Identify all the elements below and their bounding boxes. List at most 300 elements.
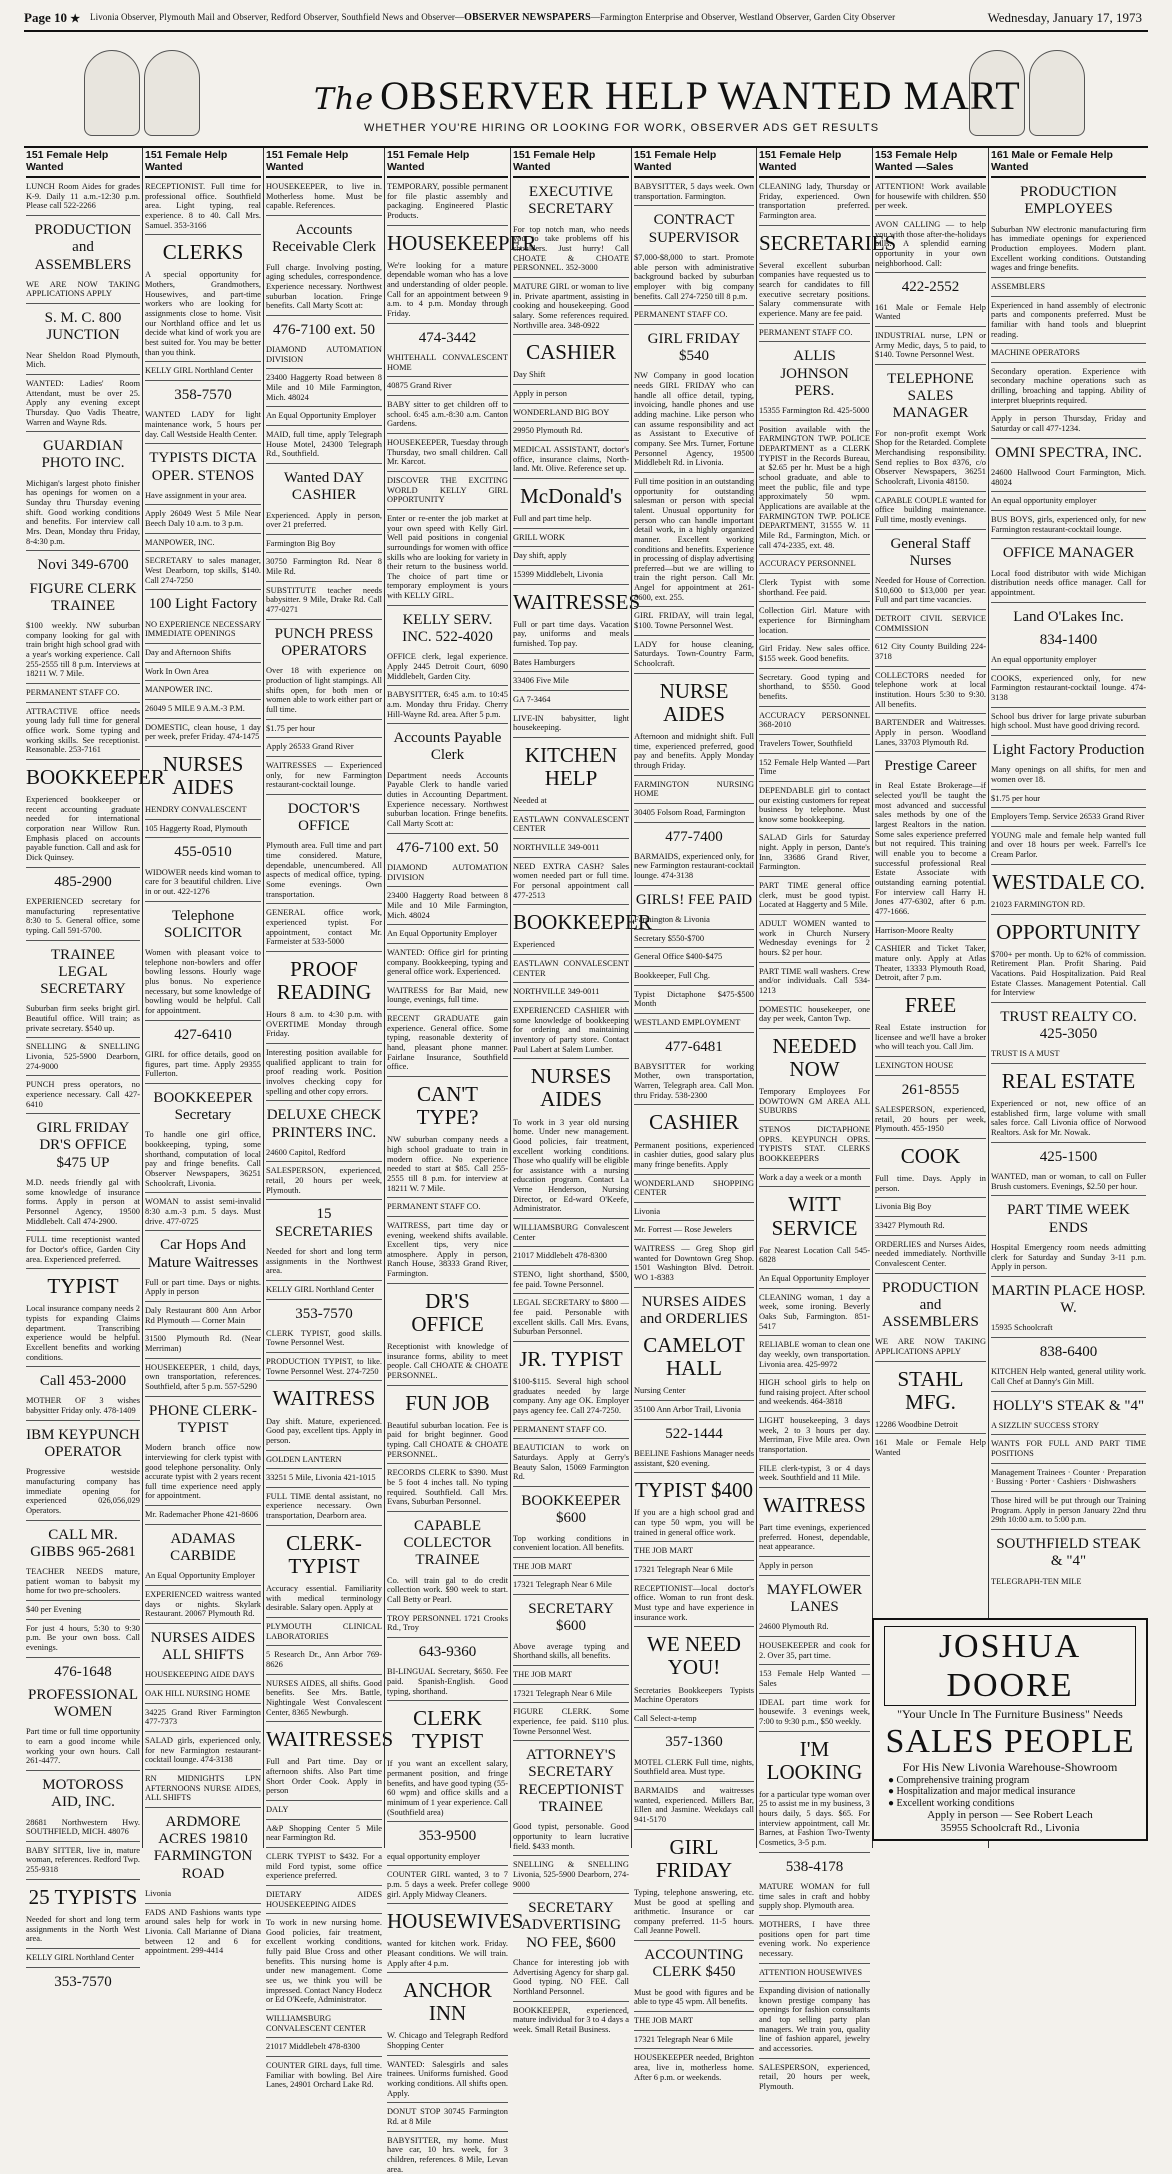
- ad-text: 427-6410: [174, 1026, 232, 1043]
- ad-divider: [387, 433, 508, 434]
- ad-divider: [634, 1220, 754, 1221]
- ad-text: BABYSITTER for working Mother, own transportation, Warren, Telegraph area. Call Mon. thru Friday. 538-2300: [634, 1061, 754, 1100]
- ad-divider: [266, 1450, 382, 1451]
- ad-text: 15355 Farmington Rd. 425-5000: [759, 406, 870, 416]
- ad-divider: [759, 876, 870, 877]
- joshua-doore-display-ad: [872, 1618, 1148, 1841]
- ad-text: A special opportunity for Mothers, Grandmothers, Housewives, and part-time workers who are looking for assignments close to home. Visit our Northland office and let us decide what kind of work you are best suited for. You may be better than you think.: [145, 270, 261, 357]
- ad-divider: [266, 1468, 382, 1469]
- ad-text: Over 18 with experience on production of light stampings. All shifts open, for both men or women able to work either part or full time.: [266, 666, 382, 714]
- ad-divider: [26, 759, 140, 760]
- ad-divider: [145, 1807, 261, 1808]
- ad-text: DIETARY AIDES HOUSEKEEPING AIDES: [266, 1889, 382, 1909]
- ad-divider: [266, 1885, 382, 1886]
- ad-divider: [513, 1293, 629, 1294]
- ad-headline: ALLIS JOHNSON PERS.: [780, 348, 849, 399]
- ad-text: Receptionist with knowledge of insurance forms, ability to meet people. Call CHOATE & CHOATE PERSONNEL.: [387, 1341, 508, 1380]
- ad-headline: Wanted DAY CASHIER: [283, 470, 365, 504]
- ad-text: SUBSTITUTE teacher needs babysitter. 9 Mile, Drake Rd. Call 477-0271: [266, 585, 382, 615]
- ad-text: Novi 349-6700: [37, 557, 129, 574]
- ad-text: 33406 Five Mile: [513, 676, 569, 686]
- ad-text: SALAD girls, experienced only, for new Farmington restaurant-cocktail lounge. 474-3138: [145, 1736, 261, 1765]
- ad-divider: [266, 1525, 382, 1526]
- ad-divider: [145, 1731, 261, 1732]
- ad-divider: [513, 1893, 629, 1894]
- ad-headline: SECRETARY $600: [528, 1601, 614, 1635]
- ad-headline: I'M LOOKING: [766, 1736, 863, 1784]
- ad-divider: [266, 1299, 382, 1300]
- ad-text: HOUSEKEEPER needed, Brighton area, live in, motherless home. After 6 p.m. or weekends.: [634, 2053, 754, 2082]
- ad-text: Bates Hamburgers: [513, 657, 575, 667]
- ad-text: Nursing Center: [634, 1386, 686, 1396]
- classified-columns: [24, 148, 1148, 2174]
- ad-divider: [387, 2102, 508, 2103]
- ad-text: Secondary operation. Experience with secondary machine operations such as drilling, broaching and tapping. Ability of interpret blueprints required.: [991, 366, 1146, 405]
- ad-divider: [387, 509, 508, 510]
- ad-divider: [387, 981, 508, 982]
- ad-divider: [875, 713, 986, 714]
- ad-text: Co. will train gal to do credit collection work. $90 week to start. Call Betty or Pearl.: [387, 1575, 508, 1604]
- ad-divider: [759, 1487, 870, 1488]
- ad-text: KELLY GIRL Northland Center: [26, 1952, 135, 1962]
- ad-text: Secretaries Bookkeepers Typists Machine Operators: [634, 1685, 754, 1705]
- ad-text: Clerk Typist with some shorthand. Fee paid.: [759, 578, 870, 597]
- ad-text: LEGAL SECRETARY to $800 — fee paid. Personable with excellent skills. Call Mrs. Evans, Suburban Personnel.: [513, 1298, 629, 1337]
- ad-text: WANTED: Salesgirls and sales trainees. Uniforms furnished. Good working conditions. All shifts open. Apply.: [387, 2059, 508, 2098]
- ad-text: 643-9360: [418, 1643, 477, 1660]
- ad-divider: [759, 1693, 870, 1694]
- ad-text: 353-7570: [295, 1305, 353, 1322]
- ad-divider: [991, 538, 1146, 539]
- ad-text: DIAMOND AUTOMATION DIVISION: [387, 862, 508, 882]
- ad-text: SALESPERSON, experienced, retail, 20 hours per week, Plymouth.: [759, 2062, 870, 2092]
- ad-divider: [634, 1104, 754, 1105]
- ad-divider: [266, 1617, 382, 1618]
- ad-text: $1.75 per hour: [266, 723, 316, 733]
- ad-divider: [145, 361, 261, 362]
- ad-divider: [145, 551, 261, 552]
- ad-headline: PHONE CLERK-TYPIST: [149, 1402, 257, 1436]
- ad-text: To work in new nursing home. Good policies, fair treatment, excellent working conditions, fully paid Blue Cross and other benefits. This nursing home is under new management. Come see us, we think you will be impressed. Contact Nancy Hodecz or Ed O'Keefe, Administrator.: [266, 1918, 382, 2005]
- ad-text: 834-1400: [1039, 631, 1098, 648]
- ad-divider: [26, 1075, 140, 1076]
- ad-divider: [26, 702, 140, 703]
- ad-divider: [634, 1239, 754, 1240]
- ad-text: If you want an excellent salary, permanent position, and fringe benefits, and have good typing (55-60 wpm) and office skills and a minimum of 1 year experience. Call (Southfield area): [387, 1759, 508, 1817]
- ad-divider: [991, 1391, 1146, 1392]
- ad-text: DEPENDABLE girl to contact our existing customers for repeat business by telephone. Must know some bookkeeping.: [759, 785, 870, 824]
- ad-text: Apply in person: [513, 388, 567, 398]
- ad-headline: FUN JOB: [405, 1390, 490, 1415]
- ad-divider: [759, 1963, 870, 1964]
- ad-text: Call 453-2000: [39, 1373, 127, 1390]
- ad-text: CASHIER and Ticket Taker, mature only. Apply at Atlas Theater, 13333 Plymouth Road, Detroit, after 7 p.m.: [875, 944, 986, 983]
- ad-divider: [875, 529, 986, 530]
- ad-text: BABY sitter to get children off to school. 6:45 a.m.-8:30 a.m. Canton Gardens.: [387, 399, 508, 429]
- ad-text: Full and Part time. Day or afternoon shifts. Also Part time Short Order Cook. Apply in person: [266, 1757, 382, 1796]
- ad-headline: MOTOROSS AID, INC.: [42, 1777, 124, 1811]
- ad-divider: [513, 1702, 629, 1703]
- ad-text: WONDERLAND BIG BOY: [513, 407, 610, 417]
- ad-text: For Nearest Location Call 545-6828: [759, 1245, 870, 1265]
- ad-divider: [145, 1329, 261, 1330]
- ad-divider: [266, 737, 382, 738]
- ad-headline: TYPIST $400: [634, 1478, 754, 1503]
- ad-headline: CONTRACT SUPERVISOR: [648, 212, 740, 246]
- ad-text: MOTEL CLERK Full time, nights, Southfield area. Must type.: [634, 1757, 754, 1777]
- classified-column: [263, 148, 394, 2090]
- ad-divider: [145, 1020, 261, 1021]
- ad-divider: [634, 803, 754, 804]
- ad-divider: [387, 1009, 508, 1010]
- ad-text: Permanent positions, experienced in cashier duties, good salary plus many fringe benefits. Apply: [634, 1140, 754, 1169]
- ad-divider: [875, 666, 986, 667]
- ad-headline: FIGURE CLERK TRAINEE: [29, 580, 137, 614]
- ad-text: RECEPTIONIST—local doctor's office. Woman to run front desk. Must type and have experience in insurance work.: [634, 1583, 754, 1622]
- ad-headline: DR'S OFFICE: [411, 1288, 484, 1336]
- ad-divider: [634, 947, 754, 948]
- ad-text: Full time position in an outstanding opportunity for outstanding salesman or person with special talent. Unusual opportunity for person who can handle important detail work, in a highly organized manner. Excellent working conditions and benefits. Experience in processing of display advertising preferred—but we are willing to train the right person. Call Mr. Angel for appointment at 261-8600, ext. 255.: [634, 476, 754, 602]
- ad-text: Chance for interesting job with Advertising Agency for sharp gal. Good typing. NO FEE. Call Northland Personnel.: [513, 1957, 629, 1996]
- ad-text: FULL time receptionist wanted for Doctor's office, Garden City area. Experienced preferred.: [26, 1235, 140, 1264]
- ad-divider: [991, 1063, 1146, 1064]
- ad-divider: [266, 406, 382, 407]
- ad-text: ACCURACY PERSONNEL: [759, 559, 856, 569]
- ad-text: General Office $400-$475: [634, 952, 723, 962]
- ad-divider: [513, 1246, 629, 1247]
- ad-text: 105 Haggerty Road, Plymouth: [145, 823, 248, 833]
- ad-divider: [991, 1002, 1146, 1003]
- ad-divider: [759, 914, 870, 915]
- ad-divider: [266, 1352, 382, 1353]
- ad-text: EXPERIENCED secretary for manufacturing representative 8:30 to 5. General office, some typing. Call 591-5700.: [26, 896, 140, 935]
- ad-divider: [145, 234, 261, 235]
- ad-text: Those hired will be put through our Training Program. Apply in person January 22nd thru 29th 10:00 a.m. to 5:00 p.m.: [991, 1496, 1146, 1525]
- ad-text: For non-profit exempt Work Shop for the Retarded. Complete Merchandising responsibility. Send replies to Box #376, c/o Observer Newspapers, 36251 Schoolcraft, Livonia 48150.: [875, 428, 986, 486]
- ad-text: Employers Temp. Service 26533 Grand River: [991, 812, 1145, 822]
- ad-headline: CLERK-TYPIST: [286, 1530, 362, 1578]
- secretary-figure-illustration: [1029, 50, 1085, 136]
- ad-text: Needed for House of Correction. $10,600 to $13,000 per year. Full and part time vacancies.: [875, 576, 986, 605]
- ad-text: An Equal Opportunity Employer: [145, 1571, 256, 1581]
- ad-divider: [634, 673, 754, 674]
- ad-text: 40875 Grand River: [387, 381, 452, 391]
- ad-divider: [759, 554, 870, 555]
- ad-address: 35955 Schoolcraft Rd., Livonia: [940, 1822, 1080, 1835]
- ad-text: BARMAIDS, experienced only, for new Farmington restaurant-cocktail lounge. 474-3138: [634, 851, 754, 881]
- ad-text: GIRL FRIDAY, will train legal, $100. Towne Personnel West.: [634, 611, 754, 631]
- ad-text: GENERAL office work, experienced typist. For appointment, contact Mr. Farmeister at 533-5000: [266, 908, 382, 947]
- ad-divider: [875, 1235, 986, 1236]
- ad-headline: PROOF READING: [276, 956, 372, 1004]
- ad-text: COOKS, experienced only, for new Farmington restaurant-cocktail lounge. 474-3138: [991, 673, 1146, 702]
- ad-divider: [513, 1740, 629, 1741]
- vendor-figure-illustration: [84, 50, 140, 136]
- ad-divider: [513, 1855, 629, 1856]
- ad-headline: NURSE AIDES: [659, 678, 729, 726]
- ad-divider: [991, 277, 1146, 278]
- ad-text: LUNCH Room Aides for grades K-9. Daily 11 a.m.-12:30 p.m. Please call 522-2266: [26, 182, 140, 211]
- ad-divider: [634, 1940, 754, 1941]
- ad-headline: SECRETARY ADVERTISING NO FEE, $600: [521, 1900, 621, 1951]
- ad-divider: [634, 966, 754, 967]
- ad-divider: [266, 534, 382, 535]
- ad-text: Near Sheldon Road Plymouth, Mich.: [26, 350, 140, 370]
- ad-divider: [26, 303, 140, 304]
- issue-date: Wednesday, January 17, 1973: [987, 10, 1142, 25]
- ad-text: SECRETARY to sales manager, West Dearborn, top skills, $140. Call 274-7250: [145, 556, 261, 585]
- ad-text: 21017 Middlebelt 478-8300: [513, 1251, 607, 1261]
- ad-text: Needed for short and long term assignments in the North West area.: [26, 1914, 140, 1944]
- ad-text: YOUNG male and female help wanted full and over 18 hours per week. Farrell's Ice Cream Parlor.: [991, 830, 1146, 860]
- ad-text: NORTHVILLE 349-0011: [513, 987, 600, 997]
- ad-divider: [634, 929, 754, 930]
- ad-divider: [759, 1373, 870, 1374]
- ad-text: 353-9500: [418, 1828, 477, 1845]
- ad-divider: [759, 706, 870, 707]
- ad-divider: [991, 864, 1146, 865]
- ad-text: PRODUCTION TYPIST, to like. Towne Personnel West. 274-7250: [266, 1357, 382, 1376]
- ad-divider: [513, 1218, 629, 1219]
- ad-text: Secretary. Good typing and shorthand, to $550. Good benefits.: [759, 672, 870, 701]
- ad-text: 358-7570: [174, 387, 232, 404]
- ad-divider: [513, 440, 629, 441]
- ad-divider: [145, 1524, 261, 1525]
- ad-text: LEXINGTON HOUSE: [875, 1061, 954, 1070]
- ad-text: COUNTER GIRL days, full time. Familiar with bowling. Bel Aire Lanes, 24901 Orchard Lake Rd.: [266, 2061, 382, 2090]
- ad-text: Collection Girl. Mature with experience for Birmingham location.: [759, 606, 870, 635]
- ad-headline: TRAINEE LEGAL SECRETARY: [40, 946, 126, 997]
- ad-text: 35100 Ann Arbor Trail, Livonia: [634, 1405, 741, 1415]
- ad-headline: STAHL MFG.: [897, 1366, 964, 1414]
- ad-headline: MARTIN PLACE HOSP. W.: [991, 1282, 1146, 1317]
- ad-divider: [759, 1028, 870, 1029]
- ad-divider: [513, 334, 629, 335]
- ad-divider: [991, 602, 1146, 603]
- ad-divider: [634, 1541, 754, 1542]
- ad-text: 30405 Folsom Road, Farmington: [634, 807, 746, 817]
- ad-text: 24600 Capitol, Redford: [266, 1147, 346, 1157]
- ad-text: School bus driver for large private suburban high school. Must have good driving record.: [991, 711, 1146, 731]
- ad-headline: HOLLY'S STEAK & "4": [992, 1397, 1145, 1414]
- ad-text: 17321 Telegraph Near 6 Mile: [513, 1580, 612, 1590]
- ad-text: Harrison-Moore Realty: [875, 925, 954, 935]
- ad-divider: [145, 1192, 261, 1193]
- ad-divider: [513, 421, 629, 422]
- ad-divider: [875, 1056, 986, 1057]
- ad-headline: PUNCH PRESS OPERATORS: [274, 625, 374, 659]
- ad-headline: GIRL FRIDAY DR'S OFFICE $475 UP: [36, 1120, 130, 1171]
- ad-text: WANTED: Office girl for printing company. Bookkeeping, typing and general office work. Experienced.: [387, 947, 508, 977]
- ad-divider: [26, 1366, 140, 1367]
- ad-text: Modern branch office now interviewing for clerk typist with good telephone personality. Only accurate typist with 2 years recent full time experience need apply for appointment.: [145, 1443, 261, 1501]
- ad-divider: [145, 1769, 261, 1770]
- ad-text: Needed for short and long term assignments in the Northwest area.: [266, 1246, 382, 1276]
- ad-headline: GUARDIAN PHOTO INC.: [41, 438, 125, 472]
- ad-text: NEED EXTRA CASH? Sales women needed part or full time. For personal appointment call 477-2513: [513, 861, 629, 900]
- ad-divider: [387, 685, 508, 686]
- ad-text: Full time. Days. Apply in person.: [875, 1173, 986, 1193]
- ad-divider: [513, 1486, 629, 1487]
- ad-text: FILE clerk-typist, 3 or 4 days week. Southfield and 11 Mile.: [759, 1463, 870, 1483]
- ad-headline: CAPABLE COLLECTOR TRAINEE: [403, 1517, 492, 1569]
- ad-divider: [266, 1043, 382, 1044]
- ad-text: 24600 Hallwood Court Farmington, Mich. 48024: [991, 468, 1146, 487]
- ad-divider: [145, 1396, 261, 1397]
- ad-divider: [513, 546, 629, 547]
- ad-divider: [759, 1981, 870, 1982]
- ad-divider: [145, 837, 261, 838]
- ad-text: Temporary Employees For DOWTOWN GM AREA ALL SUBURBS: [759, 1087, 870, 1116]
- ad-text: DONUT STOP 30745 Farmington Rd. at 8 Mile: [387, 2107, 508, 2127]
- ad-bullet: ● Hospitalization and major medical insurance: [888, 1786, 1076, 1798]
- ad-divider: [991, 1195, 1146, 1196]
- ad-divider: [26, 1879, 140, 1880]
- ad-divider: [759, 668, 870, 669]
- ad-divider: [145, 380, 261, 381]
- ad-divider: [634, 1709, 754, 1710]
- classified-column: [510, 148, 652, 2034]
- ad-headline: CLERKS: [162, 240, 244, 265]
- ad-text: TROY PERSONNEL 1721 Crooks Rd., Troy: [387, 1613, 508, 1633]
- ad-divider: [266, 1645, 382, 1646]
- ad-text: MANPOWER INC.: [145, 685, 213, 695]
- ad-headline: KITCHEN HELP: [524, 742, 618, 790]
- ad-divider: [145, 589, 261, 590]
- ad-divider: [759, 1731, 870, 1732]
- ad-text: WANTED: Ladies' Room Attendant, must be over 25. Apply any evening except Thursday. Quo Vadis Theatre, Warren and Wayne Rds.: [26, 378, 140, 427]
- ad-text: Typist Dictaphone $475-$500 Month: [634, 989, 754, 1009]
- ad-text: DETROIT CIVIL SERVICE COMMISSION: [875, 614, 986, 633]
- ad-text: BI-LINGUAL Secretary, $650. Fee paid. Spanish-English. Good typing, shorthand.: [387, 1667, 508, 1696]
- ad-divider: [26, 215, 140, 216]
- ad-divider: [759, 1664, 870, 1665]
- ad-divider: [145, 643, 261, 644]
- ad-divider: [387, 2055, 508, 2056]
- ad-divider: [634, 885, 754, 886]
- ad-text: Livonia Big Boy: [875, 1202, 932, 1212]
- ad-divider: [991, 1529, 1146, 1530]
- ad-text: Part time or full time opportunity to earn a good income while working your own hours. Call 261-4477.: [26, 1727, 140, 1766]
- ad-divider: [991, 826, 1146, 827]
- ad-text: Girl Friday. New sales office. $155 week. Good benefits.: [759, 644, 870, 663]
- ad-text: Experienced bookkeeper or recent accounting graduate needed for international corporation near Willow Run. Emphasis placed on accounts payable function. Call and ask for Dick Quinsey.: [26, 795, 140, 862]
- ad-text: TEMPORARY, possible permanent for file plastic assembly and packaging. Engineered Plastic Products.: [387, 182, 508, 221]
- ad-subhead: For His New Livonia Warehouse-Showroom: [902, 1760, 1118, 1775]
- ad-text: $700+ per month. Up to 62% of commission. Retirement Plan. Profit Sharing. Paid Vacations. Paid Hospitalization. Paid Real Estate Classes. Management Potential. Call for Interview: [991, 949, 1146, 998]
- ad-headline: PART TIME WEEK ENDS: [1007, 1202, 1130, 1236]
- ad-headline: OFFICE MANAGER: [1002, 545, 1135, 562]
- ad-text: PUNCH press operators, no experience necessary. Call 427-6410: [26, 1080, 140, 1109]
- ad-text: RELIABLE woman to clean one day weekly, own transportation. Livonia area. 425-9972: [759, 1340, 870, 1369]
- ad-text: SALAD Girls for Saturday night. Apply in person, Dante's Inn, 33686 Grand River, Farmington.: [759, 833, 870, 872]
- ad-divider: [875, 1273, 986, 1274]
- ad-text: BARTENDER and Waitresses. Apply in person. Woodland Lanes, 33703 Plymouth Rd.: [875, 718, 986, 747]
- ad-text: HOUSEKEEPER, 1 child, days, own transportation, references. Southfield, after 5 p.m. 557-5290: [145, 1362, 261, 1392]
- ad-divider: [991, 296, 1146, 297]
- ad-divider: [513, 653, 629, 654]
- ad-text: HOUSEKEEPER, Tuesday through Thursday, two small children. Call Mr. Karcot.: [387, 437, 508, 467]
- ad-text: Experienced. Apply in person, over 21 preferred.: [266, 510, 382, 530]
- ad-divider: [513, 1265, 629, 1266]
- ad-divider: [387, 1821, 508, 1822]
- ad-headline: 25 TYPISTS: [28, 1884, 138, 1909]
- ad-text: PERMANENT STAFF CO.: [387, 1202, 481, 1212]
- ad-headline: GIRLS! FEE PAID: [635, 891, 753, 908]
- ad-headline: WAITRESS: [272, 1386, 376, 1411]
- ad-text: 538-4178: [785, 1858, 844, 1875]
- ad-divider: [266, 1280, 382, 1281]
- ad-text: RECENT GRADUATE gain experience. General office. Some typing, reasonable dexterity of hand, pleasant phone manner. Fairlane Insurance, Southfield office.: [387, 1014, 508, 1072]
- ad-text: BEAUTICIAN to work on Saturdays. Apply at Gerry's Beauty Salon, 15069 Farmington Rd.: [513, 1443, 629, 1482]
- ad-divider: [759, 1335, 870, 1336]
- ad-divider: [759, 1288, 870, 1289]
- ad-divider: [991, 1337, 1146, 1338]
- ad-headline: ANCHOR INN: [403, 1978, 492, 2026]
- ad-divider: [759, 962, 870, 963]
- ad-text: Experienced: [513, 940, 555, 950]
- ad-bullet: ● Excellent working conditions: [888, 1797, 1015, 1809]
- ad-divider: [759, 323, 870, 324]
- ad-headline: REAL ESTATE: [1001, 1069, 1136, 1094]
- ad-headline: S. M. C. 800 JUNCTION: [44, 310, 122, 344]
- ad-text: NO EXPERIENCE NECESSARY IMMEDIATE OPENINGS: [145, 619, 261, 639]
- ad-divider: [759, 1575, 870, 1576]
- ad-divider: [634, 1626, 754, 1627]
- ad-text: Apply in person Thursday, Friday and Saturday or call 477-1234.: [991, 414, 1146, 434]
- ad-text: Afternoon and midnight shift. Full time, experienced preferred, good pay and benefits. Apply Monday through Friday.: [634, 731, 754, 770]
- ad-text: PERMANENT STAFF CO.: [759, 327, 853, 337]
- ad-text: WANTED, man or woman, to call on Fuller Brush customers. Evenings, $2.50 per hour.: [991, 1172, 1146, 1191]
- ad-headline: PROFESSIONAL WOMEN: [27, 1686, 139, 1721]
- ad-text: 477-7400: [665, 828, 723, 845]
- ad-divider: [759, 1168, 870, 1169]
- ad-divider: [387, 323, 508, 324]
- ad-text: MACHINE OPERATORS: [991, 348, 1080, 358]
- classified-column: [988, 148, 1148, 1848]
- ad-text: OFFICE clerk, legal experience. Apply 2445 Detroit Court, 6090 Middlebelt, Garden City.: [387, 652, 508, 681]
- ad-headline: TYPISTS DICTA OPER. STENOS: [149, 450, 257, 484]
- ad-text: OAK HILL NURSING HOME: [145, 1689, 251, 1699]
- ad-text: EXPERIENCED waitress wanted days or nights. Skylark Restaurant. 20067 Plymouth Rd.: [145, 1589, 261, 1619]
- ad-headline: TRUST REALTY CO. 425-3050: [1000, 1008, 1137, 1043]
- ad-text: ATTENTION HOUSEWIVES: [759, 1967, 863, 1977]
- ad-text: Enter or re-enter the job market at your own speed with Kelly Girl. Well paid positions in congenial surroundings for women with office skills who are looking for variety in their return to the business world. The choice of part time or temporary employment is yours with KELLY GIRL.: [387, 513, 508, 601]
- ad-divider: [266, 425, 382, 426]
- column-heading: 151 Female Help Wanted: [513, 148, 629, 178]
- ad-text: CLERK TYPIST to $432. For a mild Ford typist, some office experience preferred.: [266, 1851, 382, 1881]
- ad-text: EXPERIENCED CASHIER with some knowledge of bookkeeping for ordering and maintaining inventory of party store. Contact Paul Labert at Salem Lumber.: [513, 1006, 629, 1054]
- ad-divider: [991, 491, 1146, 492]
- ad-headline: ATTORNEY'S SECRETARY RECEPTIONIST TRAINEE: [518, 1747, 624, 1815]
- ad-divider: [145, 504, 261, 505]
- ad-text: MOTHERS, I have three positions open for part time evening work. No experience necessary.: [759, 1919, 870, 1958]
- ad-text: HOUSEKEEPING AIDE DAYS: [145, 1670, 255, 1680]
- ad-divider: [513, 737, 629, 738]
- ad-text: GRILL WORK: [513, 532, 565, 542]
- ad-divider: [991, 1434, 1146, 1435]
- ad-divider: [26, 374, 140, 375]
- ad-text: Beautiful suburban location. Fee is paid for bright beginner. Good typing. Call CHOATE & CHOATE PERSONNEL.: [387, 1420, 508, 1459]
- ad-text: A&P Shopping Center 5 Mile near Farmington Rd.: [266, 1823, 382, 1843]
- ad-headline: 100 Light Factory: [148, 596, 258, 613]
- ad-divider: [26, 1037, 140, 1038]
- ad-text: 21023 FARMINGTON RD.: [991, 899, 1085, 909]
- ad-text: LADY for house cleaning, Saturdays. Town-Country Farm, Schoolcraft.: [634, 639, 754, 669]
- ad-divider: [634, 635, 754, 636]
- ad-text: 33427 Plymouth Rd.: [875, 1220, 945, 1230]
- ad-divider: [513, 277, 629, 278]
